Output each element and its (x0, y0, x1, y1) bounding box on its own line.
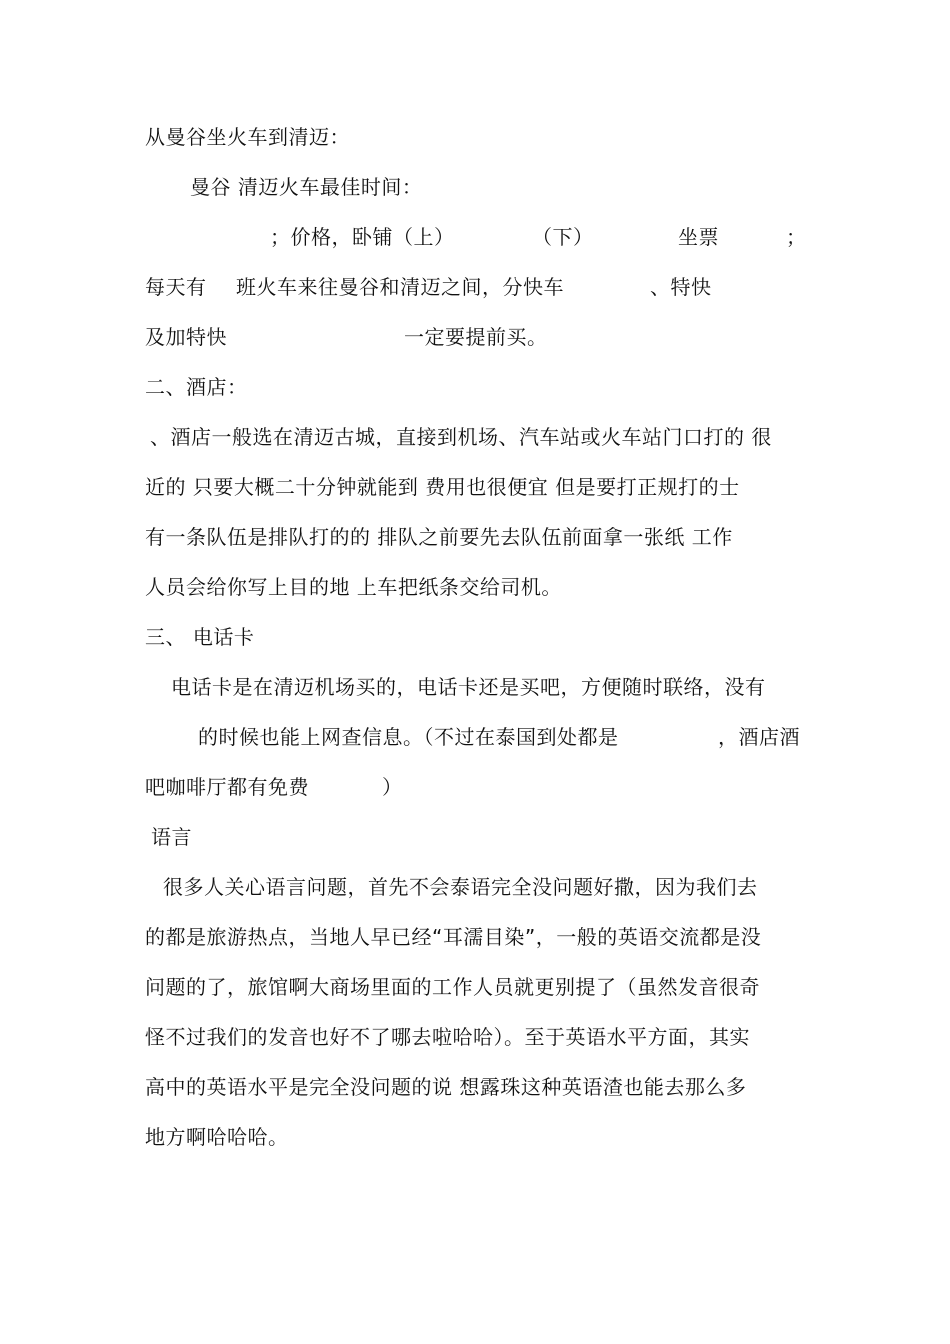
text-line: （下） (532, 225, 594, 249)
text-line: 坐票 (678, 225, 719, 249)
text-line: 电话卡是在清迈机场买的，电话卡还是买吧，方便随时联络，没有 (171, 675, 766, 699)
text-line: ） (382, 775, 403, 799)
section-heading: 三、 电话卡 (145, 625, 255, 649)
section-heading: 二、酒店： (145, 375, 248, 399)
text-line: 的都是旅游热点，当地人早已经“耳濡目染”，一般的英语交流都是没 (145, 925, 762, 949)
text-line: 近的 只要大概二十分钟就能到 费用也很便宜 但是要打正规打的士 (145, 475, 740, 499)
text-line: 高中的英语水平是完全没问题的说 想露珠这种英语渣也能去那么多 (145, 1075, 747, 1099)
text-line: 一定要提前买。 (404, 325, 548, 349)
text-line: 每天有 (145, 275, 207, 299)
text-line: 、酒店一般选在清迈古城，直接到机场、汽车站或火车站门口打的 很 (150, 425, 772, 449)
text-line: 班火车来往曼谷和清迈之间，分快车 (236, 275, 564, 299)
text-line: 从曼谷坐火车到清迈： (145, 125, 350, 149)
text-line: ，酒店酒 (718, 725, 800, 749)
text-line: 有一条队伍是排队打的的 排队之前要先去队伍前面拿一张纸 工作 (145, 525, 733, 549)
text-line: 及加特快 (145, 325, 227, 349)
section-heading: 语言 (151, 825, 192, 849)
text-line: ；价格，卧铺（上） (270, 225, 455, 249)
text-line: 的时候也能上网查信息。（不过在泰国到处都是 (198, 725, 619, 749)
text-line: 人员会给你写上目的地 上车把纸条交给司机。 (145, 575, 562, 599)
text-line: 曼谷 清迈火车最佳时间： (190, 175, 423, 199)
text-line: 很多人关心语言问题，首先不会泰语完全没问题好撒，因为我们去 (163, 875, 758, 899)
text-line: 地方啊哈哈哈。 (145, 1125, 289, 1149)
text-line: 吧咖啡厅都有免费 (145, 775, 309, 799)
text-line: ； (786, 225, 807, 249)
text-line: 、特快 (650, 275, 712, 299)
text-line: 怪不过我们的发音也好不了哪去啦哈哈）。至于英语水平方面，其实 (145, 1025, 750, 1049)
text-line: 问题的了，旅馆啊大商场里面的工作人员就更别提了（虽然发音很奇 (145, 975, 760, 999)
